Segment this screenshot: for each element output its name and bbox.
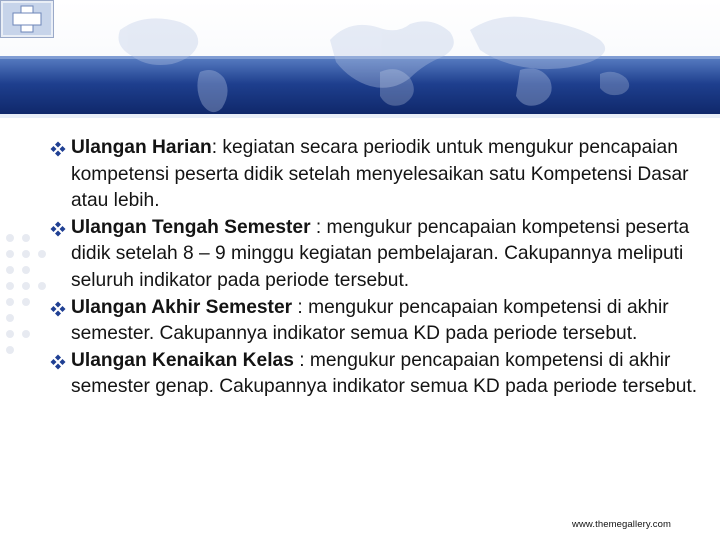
footer-url: www.themegallery.com [572,519,671,530]
diamond-bullet-icon [50,141,66,157]
item-term: Ulangan Harian [71,137,212,158]
diamond-bullet-icon [50,221,66,237]
item-text: : mengukur pencapaian kompetensi di akhir semester. Cakupannya indikator semua KD pada periode tersebut. [71,296,669,345]
item-term: Ulangan Tengah Semester [71,216,311,238]
list-item [50,348,700,401]
list-item [50,215,700,295]
header-banner [0,0,720,118]
plus-icon [0,0,54,38]
slide-body [50,135,700,401]
world-map-banner-graphic [0,0,720,118]
list-item [50,135,700,215]
list-item [50,295,700,348]
item-text: : mengukur pencapaian kompetensi peserta didik setelah 8 – 9 minggu kegiatan pembelajaran. Cakupannya meliputi seluruh indikator pada periode tersebut. [71,216,690,291]
item-text: : mengukur pencapaian kompetensi di akhir semester genap. Cakupannya indikator semua KD pada periode tersebut. [71,349,698,398]
item-text: : kegiatan secara periodik untuk mengukur pencapaian kompetensi peserta didik setelah menyelesaikan satu Kompetensi Dasar atau lebih. [71,137,689,212]
diamond-bullet-icon [50,354,66,370]
diamond-bullet-icon [50,301,66,317]
item-term: Ulangan Akhir Semester [71,296,293,318]
item-term: Ulangan Kenaikan Kelas [71,349,294,371]
